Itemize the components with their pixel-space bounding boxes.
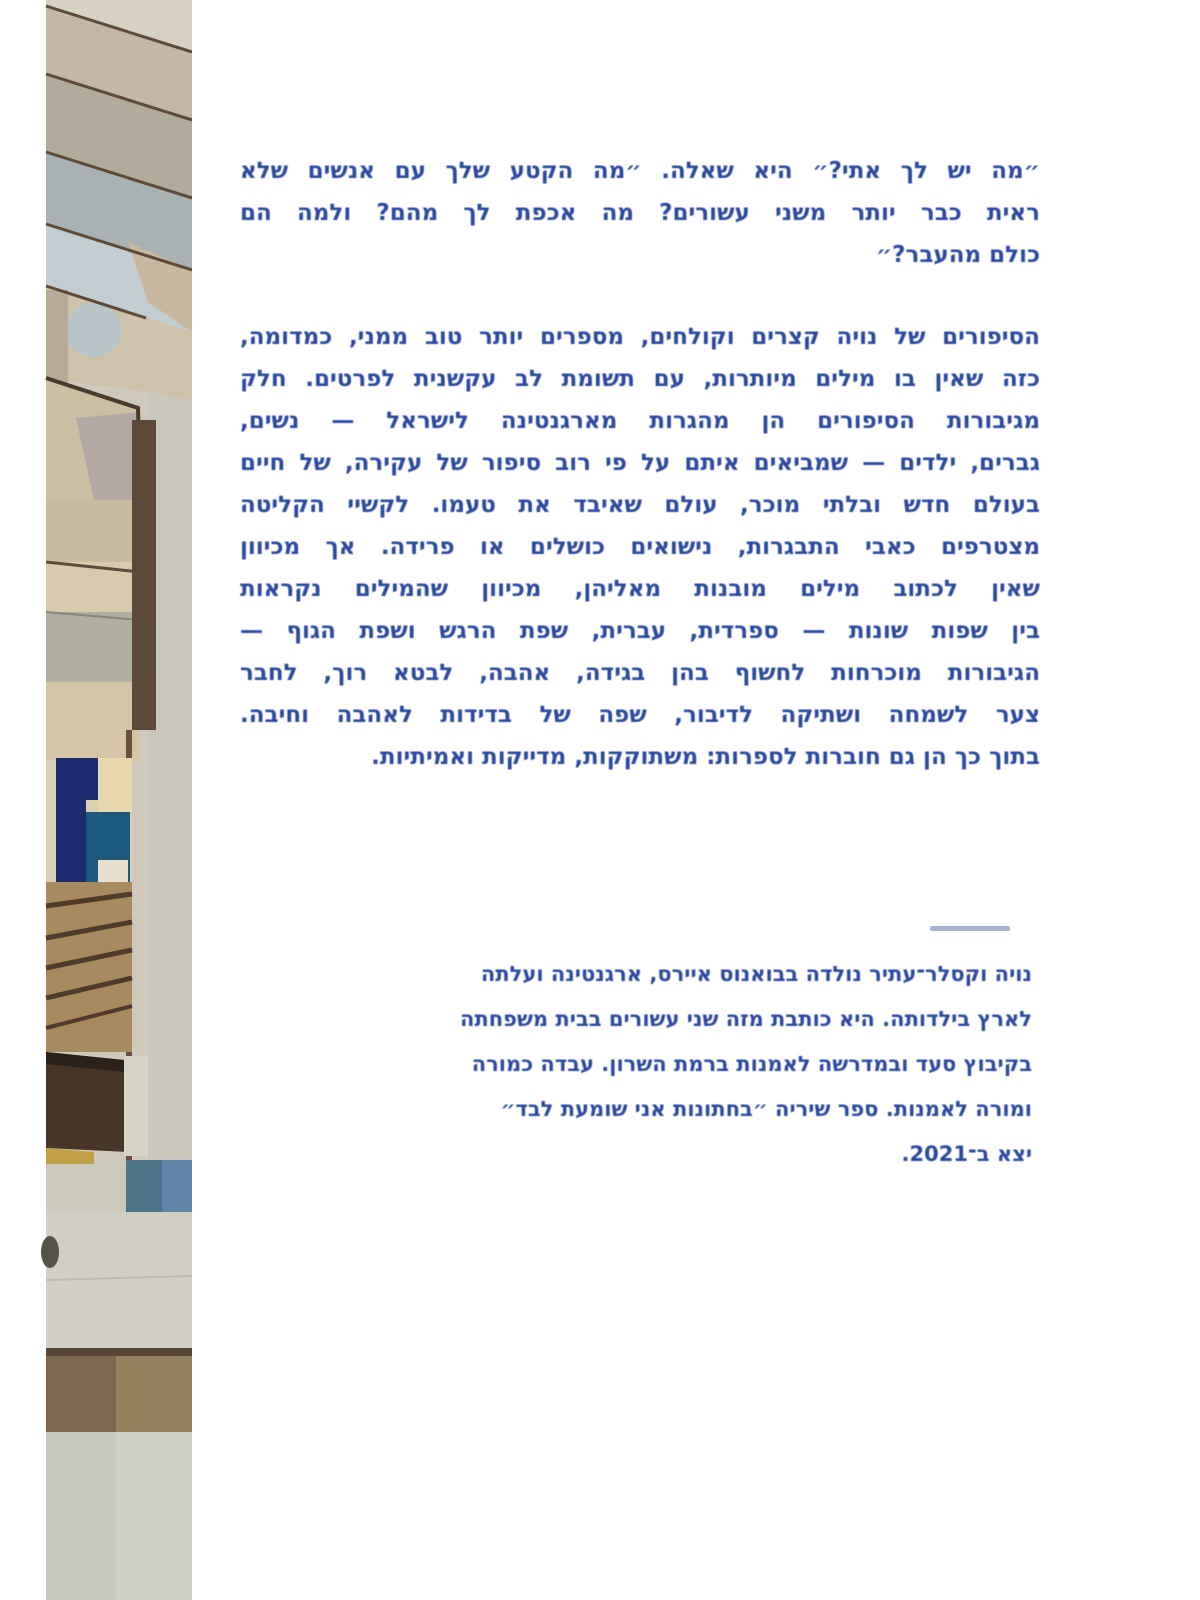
pull-quote (240, 150, 1040, 276)
cover-artwork-image (36, 0, 192, 1600)
bio-line: יצא ב־2021. (901, 1142, 1032, 1166)
quote-line: ראית כבר יותר משני עשורים? מה אכפת לך מהם? ולמה הם (240, 200, 1040, 226)
blurb-line: בעולם חדש ובלתי מוכר, עולם שאיבד את טעמו. לקשיי הקליטה (240, 492, 1040, 518)
quote-line: ״מה יש לך אתי?״ היא שאלה. ״מה הקטע שלך עם אנשים שלא (240, 158, 1040, 184)
bio-line: לארץ בילדותה. היא כותבת מזה שני עשורים בבית משפחתה (459, 1007, 1032, 1031)
bio-line: בקיבוץ סעד ובמדרשה לאמנות ברמת השרון. עבדה כמורה (471, 1052, 1032, 1076)
cover-artwork (36, 0, 192, 1600)
blurb-line: הגיבורות מוכרחות לחשוף בהן בגידה, אהבה, לבטא רוך, לחבר (240, 660, 1040, 686)
quote-line: כולם מהעבר?״ (875, 242, 1040, 268)
bio-line: נויה וקסלר־עתיר נולדה בבואנוס איירס, ארגנטינה ועלתה (480, 962, 1032, 986)
blurb-line: צער לשמחה ושתיקה לדיבור, שפה של בדידות לאהבה וחיבה. (240, 702, 1040, 728)
blurb-line: מצטרפים כאבי התבגרות, נישואים כושלים או פרידה. אך מכיוון (240, 534, 1040, 560)
blurb-line: מגיבורות הסיפורים הן מהגרות מארגנטינה לישראל — נשים, (240, 408, 1040, 434)
blurb-line: גברים, ילדים — שמביאים איתם על פי רוב סיפור של עקירה, של חיים (240, 450, 1040, 476)
blurb-line: הסיפורים של נויה קצרים וקולחים, מספרים יותר טוב ממני, כמדומה, (240, 324, 1040, 350)
blurb-line: כזה שאין בו מילים מיותרות, עם תשומת לב עקשנית לפרטים. חלק (240, 366, 1040, 392)
section-divider (930, 926, 1010, 931)
bio-line: ומורה לאמנות. ספר שיריה ״בחתונות אני שומעת לבד״ (500, 1097, 1032, 1121)
blurb-paragraph (240, 316, 1040, 778)
blurb-line: בתוך כך הן גם חוברות לספרות: משתוקקות, מדייקות ואמיתיות. (371, 744, 1040, 770)
blurb-line: בין שפות שונות — ספרדית, עברית, שפת הרגש ושפת הגוף — (240, 618, 1040, 644)
author-bio (240, 952, 1032, 1177)
blurb-line: שאין לכתוב מילים מובנות מאליהן, מכיוון שהמילים נקראות (240, 576, 1040, 602)
